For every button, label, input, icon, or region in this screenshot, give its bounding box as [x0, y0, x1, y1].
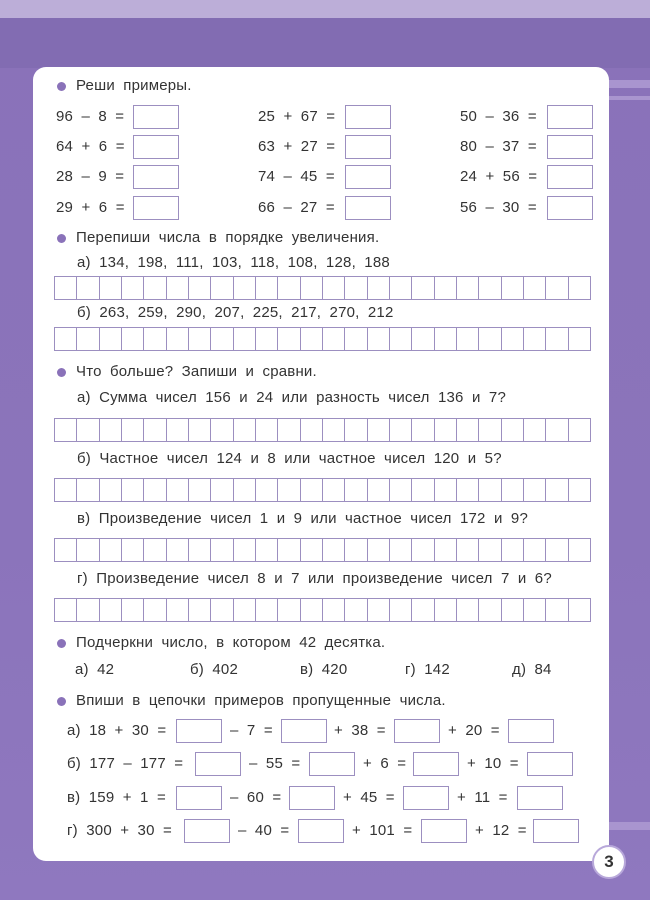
grid-cell[interactable]	[189, 328, 211, 350]
grid-cell[interactable]	[412, 539, 434, 561]
grid-cell[interactable]	[479, 539, 501, 561]
grid-cell[interactable]	[479, 419, 501, 441]
header-band	[0, 18, 650, 68]
grid-cell[interactable]	[412, 479, 434, 501]
grid-cell[interactable]	[502, 539, 524, 561]
grid-cell[interactable]	[412, 328, 434, 350]
grid-cell[interactable]	[55, 479, 77, 501]
grid-cell[interactable]	[55, 328, 77, 350]
grid-cell[interactable]	[479, 277, 501, 299]
grid-cell[interactable]	[457, 419, 479, 441]
bullet-icon	[57, 82, 66, 91]
answer-box[interactable]	[281, 719, 327, 743]
grid-cell[interactable]	[368, 539, 390, 561]
grid-cell[interactable]	[55, 277, 77, 299]
grid-cell[interactable]	[167, 539, 189, 561]
answer-box[interactable]	[547, 165, 593, 189]
grid-cell[interactable]	[323, 599, 345, 621]
answer-box[interactable]	[345, 196, 391, 220]
option[interactable]: д) 84	[512, 661, 552, 678]
answer-box[interactable]	[298, 819, 344, 843]
grid-cell[interactable]	[390, 419, 412, 441]
answer-grid[interactable]	[54, 598, 591, 622]
example: 66 – 27 =	[258, 199, 335, 216]
answer-grid[interactable]	[54, 418, 591, 442]
answer-box[interactable]	[517, 786, 563, 810]
answer-box[interactable]	[533, 819, 579, 843]
grid-cell[interactable]	[122, 539, 144, 561]
chain-step: + 20 =	[448, 722, 500, 739]
grid-cell[interactable]	[502, 328, 524, 350]
grid-cell[interactable]	[301, 277, 323, 299]
chain-step: + 10 =	[467, 755, 519, 772]
grid-cell[interactable]	[256, 277, 278, 299]
answer-box[interactable]	[309, 752, 355, 776]
grid-cell[interactable]	[77, 479, 99, 501]
bullet-icon	[57, 697, 66, 706]
page-number: 3	[592, 845, 626, 879]
grid-cell[interactable]	[435, 479, 457, 501]
grid-cell[interactable]	[524, 277, 546, 299]
grid-cell[interactable]	[100, 599, 122, 621]
grid-cell[interactable]	[368, 479, 390, 501]
answer-box[interactable]	[133, 196, 179, 220]
grid-cell[interactable]	[479, 328, 501, 350]
grid-cell[interactable]	[390, 277, 412, 299]
grid-cell[interactable]	[569, 539, 591, 561]
grid-cell[interactable]	[524, 328, 546, 350]
grid-cell[interactable]	[55, 419, 77, 441]
grid-cell[interactable]	[100, 539, 122, 561]
grid-cell[interactable]	[323, 539, 345, 561]
grid-cell[interactable]	[167, 277, 189, 299]
grid-cell[interactable]	[211, 539, 233, 561]
chain-step: + 38 =	[334, 722, 386, 739]
grid-cell[interactable]	[256, 479, 278, 501]
grid-cell[interactable]	[546, 539, 568, 561]
grid-cell[interactable]	[144, 277, 166, 299]
grid-cell[interactable]	[189, 277, 211, 299]
grid-cell[interactable]	[122, 479, 144, 501]
grid-cell[interactable]	[278, 328, 300, 350]
grid-cell[interactable]	[122, 419, 144, 441]
grid-cell[interactable]	[301, 419, 323, 441]
compare-item: а) Сумма чисел 156 и 24 или разность чисел 136 и 7?	[77, 389, 506, 406]
grid-cell[interactable]	[122, 277, 144, 299]
answer-box[interactable]	[133, 165, 179, 189]
grid-cell[interactable]	[144, 539, 166, 561]
grid-cell[interactable]	[457, 328, 479, 350]
grid-cell[interactable]	[412, 599, 434, 621]
grid-cell[interactable]	[546, 419, 568, 441]
grid-cell[interactable]	[211, 419, 233, 441]
answer-grid[interactable]	[54, 276, 591, 300]
grid-cell[interactable]	[77, 599, 99, 621]
answer-box[interactable]	[195, 752, 241, 776]
grid-cell[interactable]	[167, 419, 189, 441]
grid-cell[interactable]	[211, 479, 233, 501]
answer-box[interactable]	[345, 105, 391, 129]
grid-cell[interactable]	[323, 479, 345, 501]
grid-cell[interactable]	[345, 419, 367, 441]
chain-step: + 45 =	[343, 789, 395, 806]
grid-cell[interactable]	[144, 419, 166, 441]
answer-box[interactable]	[176, 786, 222, 810]
number-list-b: б) 263, 259, 290, 207, 225, 217, 270, 212	[77, 304, 394, 321]
grid-cell[interactable]	[234, 419, 256, 441]
section-title: Реши примеры.	[76, 77, 192, 94]
grid-cell[interactable]	[435, 328, 457, 350]
grid-cell[interactable]	[569, 479, 591, 501]
compare-item: б) Частное чисел 124 и 8 или частное чисел 120 и 5?	[77, 450, 502, 467]
chain-step: в) 159 + 1 =	[67, 789, 166, 806]
chain-step: – 40 =	[238, 822, 290, 839]
grid-cell[interactable]	[479, 599, 501, 621]
answer-box[interactable]	[527, 752, 573, 776]
grid-cell[interactable]	[256, 419, 278, 441]
grid-cell[interactable]	[301, 539, 323, 561]
option[interactable]: б) 402	[190, 661, 238, 678]
chain-step: + 101 =	[352, 822, 413, 839]
grid-cell[interactable]	[167, 599, 189, 621]
grid-cell[interactable]	[100, 328, 122, 350]
grid-cell[interactable]	[167, 328, 189, 350]
example: 64 + 6 =	[56, 138, 125, 155]
grid-cell[interactable]	[502, 599, 524, 621]
bullet-icon	[57, 234, 66, 243]
grid-cell[interactable]	[345, 539, 367, 561]
grid-cell[interactable]	[278, 277, 300, 299]
grid-cell[interactable]	[278, 599, 300, 621]
grid-cell[interactable]	[323, 328, 345, 350]
answer-box[interactable]	[133, 135, 179, 159]
example: 29 + 6 =	[56, 199, 125, 216]
grid-cell[interactable]	[301, 328, 323, 350]
grid-cell[interactable]	[278, 479, 300, 501]
bullet-icon	[57, 639, 66, 648]
grid-cell[interactable]	[256, 539, 278, 561]
answer-box[interactable]	[547, 196, 593, 220]
grid-cell[interactable]	[278, 419, 300, 441]
option[interactable]: в) 420	[300, 661, 348, 678]
answer-box[interactable]	[289, 786, 335, 810]
compare-item: в) Произведение чисел 1 и 9 или частное чисел 172 и 9?	[77, 510, 528, 527]
grid-cell[interactable]	[435, 277, 457, 299]
grid-cell[interactable]	[144, 599, 166, 621]
top-band	[0, 0, 650, 18]
grid-cell[interactable]	[345, 277, 367, 299]
example: 50 – 36 =	[460, 108, 537, 125]
chain-step: – 7 =	[230, 722, 273, 739]
option[interactable]: г) 142	[405, 661, 450, 678]
answer-box[interactable]	[421, 819, 467, 843]
example: 63 + 27 =	[258, 138, 336, 155]
grid-cell[interactable]	[323, 277, 345, 299]
grid-cell[interactable]	[211, 277, 233, 299]
grid-cell[interactable]	[435, 599, 457, 621]
grid-cell[interactable]	[77, 539, 99, 561]
grid-cell[interactable]	[77, 277, 99, 299]
chain-step: – 60 =	[230, 789, 282, 806]
grid-cell[interactable]	[234, 328, 256, 350]
grid-cell[interactable]	[435, 419, 457, 441]
example: 80 – 37 =	[460, 138, 537, 155]
answer-box[interactable]	[184, 819, 230, 843]
grid-cell[interactable]	[189, 599, 211, 621]
grid-cell[interactable]	[368, 599, 390, 621]
grid-cell[interactable]	[569, 277, 591, 299]
answer-grid[interactable]	[54, 327, 591, 351]
example: 74 – 45 =	[258, 168, 335, 185]
grid-cell[interactable]	[524, 479, 546, 501]
grid-cell[interactable]	[546, 479, 568, 501]
chain-step: – 55 =	[249, 755, 301, 772]
grid-cell[interactable]	[569, 328, 591, 350]
grid-cell[interactable]	[390, 479, 412, 501]
grid-cell[interactable]	[546, 277, 568, 299]
section-title: Что больше? Запиши и сравни.	[76, 363, 317, 380]
grid-cell[interactable]	[390, 539, 412, 561]
chain-step: + 6 =	[363, 755, 407, 772]
grid-cell[interactable]	[278, 539, 300, 561]
grid-cell[interactable]	[412, 419, 434, 441]
section-title: Подчеркни число, в котором 42 десятка.	[76, 634, 386, 651]
chain-step: + 11 =	[457, 789, 508, 806]
chain-step: г) 300 + 30 =	[67, 822, 172, 839]
grid-cell[interactable]	[390, 328, 412, 350]
chain-step: а) 18 + 30 =	[67, 722, 167, 739]
grid-cell[interactable]	[122, 328, 144, 350]
grid-cell[interactable]	[144, 479, 166, 501]
grid-cell[interactable]	[234, 599, 256, 621]
answer-box[interactable]	[547, 105, 593, 129]
grid-cell[interactable]	[100, 277, 122, 299]
answer-box[interactable]	[133, 105, 179, 129]
section-title: Перепиши числа в порядке увеличения.	[76, 229, 380, 246]
grid-cell[interactable]	[234, 479, 256, 501]
grid-cell[interactable]	[368, 419, 390, 441]
grid-cell[interactable]	[457, 539, 479, 561]
bullet-icon	[57, 368, 66, 377]
grid-cell[interactable]	[189, 479, 211, 501]
grid-cell[interactable]	[211, 328, 233, 350]
grid-cell[interactable]	[345, 599, 367, 621]
grid-cell[interactable]	[390, 599, 412, 621]
grid-cell[interactable]	[457, 277, 479, 299]
answer-box[interactable]	[345, 135, 391, 159]
grid-cell[interactable]	[435, 539, 457, 561]
answer-box[interactable]	[413, 752, 459, 776]
grid-cell[interactable]	[122, 599, 144, 621]
grid-cell[interactable]	[100, 419, 122, 441]
grid-cell[interactable]	[502, 479, 524, 501]
grid-cell[interactable]	[457, 599, 479, 621]
grid-cell[interactable]	[55, 539, 77, 561]
answer-grid[interactable]	[54, 538, 591, 562]
grid-cell[interactable]	[546, 599, 568, 621]
grid-cell[interactable]	[502, 277, 524, 299]
example: 56 – 30 =	[460, 199, 537, 216]
grid-cell[interactable]	[345, 328, 367, 350]
grid-cell[interactable]	[167, 479, 189, 501]
grid-cell[interactable]	[569, 419, 591, 441]
grid-cell[interactable]	[211, 599, 233, 621]
grid-cell[interactable]	[368, 328, 390, 350]
grid-cell[interactable]	[256, 328, 278, 350]
grid-cell[interactable]	[546, 328, 568, 350]
grid-cell[interactable]	[234, 277, 256, 299]
answer-box[interactable]	[508, 719, 554, 743]
option[interactable]: а) 42	[75, 661, 115, 678]
chain-step: б) 177 – 177 =	[67, 755, 184, 772]
grid-cell[interactable]	[457, 479, 479, 501]
answer-grid[interactable]	[54, 478, 591, 502]
grid-cell[interactable]	[100, 479, 122, 501]
grid-cell[interactable]	[524, 539, 546, 561]
grid-cell[interactable]	[368, 277, 390, 299]
grid-cell[interactable]	[77, 419, 99, 441]
grid-cell[interactable]	[77, 328, 99, 350]
grid-cell[interactable]	[144, 328, 166, 350]
answer-box[interactable]	[403, 786, 449, 810]
grid-cell[interactable]	[301, 599, 323, 621]
grid-cell[interactable]	[412, 277, 434, 299]
grid-cell[interactable]	[55, 599, 77, 621]
grid-cell[interactable]	[234, 539, 256, 561]
answer-box[interactable]	[394, 719, 440, 743]
grid-cell[interactable]	[524, 599, 546, 621]
grid-cell[interactable]	[569, 599, 591, 621]
grid-cell[interactable]	[502, 419, 524, 441]
grid-cell[interactable]	[524, 419, 546, 441]
section-title: Впиши в цепочки примеров пропущенные числа.	[76, 692, 446, 709]
compare-item: г) Произведение чисел 8 и 7 или произведение чисел 7 и 6?	[77, 570, 552, 587]
grid-cell[interactable]	[189, 419, 211, 441]
grid-cell[interactable]	[479, 479, 501, 501]
grid-cell[interactable]	[345, 479, 367, 501]
answer-box[interactable]	[176, 719, 222, 743]
example: 96 – 8 =	[56, 108, 125, 125]
chain-step: + 12 =	[475, 822, 527, 839]
answer-box[interactable]	[345, 165, 391, 189]
example: 25 + 67 =	[258, 108, 336, 125]
number-list-a: а) 134, 198, 111, 103, 118, 108, 128, 188	[77, 254, 390, 271]
grid-cell[interactable]	[323, 419, 345, 441]
grid-cell[interactable]	[301, 479, 323, 501]
grid-cell[interactable]	[189, 539, 211, 561]
example: 24 + 56 =	[460, 168, 538, 185]
answer-box[interactable]	[547, 135, 593, 159]
grid-cell[interactable]	[256, 599, 278, 621]
example: 28 – 9 =	[56, 168, 125, 185]
